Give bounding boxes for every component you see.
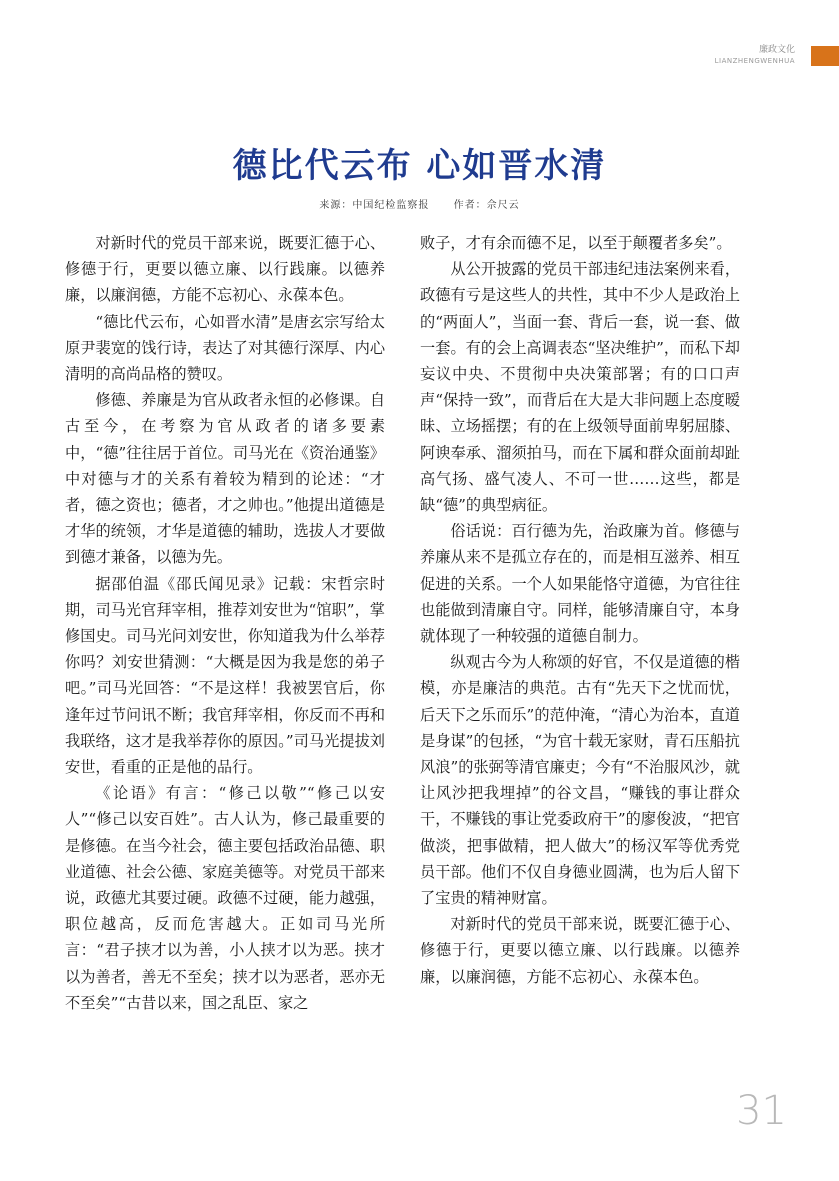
section-label-pinyin: LIANZHENGWENHUA [714, 57, 795, 65]
paragraph: 修德、养廉是为官从政者永恒的必修课。自古至今，在考察为官从政者的诸多要素中，“德”往往居于首位。司马光在《资治通鉴》中对德与才的关系有着较为精到的论述：“才者，德之资也；德者，才之帅也。”他提出道德是才华的统领，才华是道德的辅助，选拔人才要做到德才兼备，以德为先。 [65, 391, 385, 567]
article-title: 德比代云布 心如晋水清 [232, 146, 607, 186]
left-column [65, 230, 385, 1016]
paragraph: 据邵伯温《邵氏闻见录》记载：宋哲宗时期，司马光官拜宰相，推荐刘安世为“馆职”，掌修国史。司马光问刘安世，你知道我为什么举荐你吗？刘安世猜测：“大概是因为我是您的弟子吧。”司马光回答：“不是这样！我被罢官后，你逢年过节问讯不断；我官拜宰相，你反而不再和我联络，这才是我举荐你的原因。”司马光提拔刘安世，看重的正是他的品行。 [65, 574, 385, 777]
header-tag [715, 44, 795, 66]
paragraph: 俗话说：百行德为先，治政廉为首。修德与养廉从来不是孤立存在的，而是相互滋养、相互促进的关系。一个人如果能恪守道德，为官往往也能做到清廉自守。同样，能够清廉自守，本身就体现了一种较强的道德自制力。 [420, 522, 740, 646]
article-author: 作者：佘尺云 [453, 200, 520, 211]
section-accent-block [811, 46, 839, 66]
paragraph: 从公开披露的党员干部违纪违法案例来看，政德有亏是这些人的共性，其中不少人是政治上的“两面人”，当面一套、背后一套，说一套、做一套。有的会上高调表态“坚决维护”，而私下却妄议中央、不贯彻中央决策部署；有的口口声声“保持一致”，而背后在大是大非问题上态度暧昧、立场摇摆；有的在上级领导面前卑躬屈膝、阿谀奉承、溜须拍马，而在下属和群众面前却趾高气扬、盛气凌人、不可一世……这些，都是缺“德”的典型病征。 [420, 260, 740, 515]
paragraph: 纵观古今为人称颂的好官，不仅是道德的楷模，亦是廉洁的典范。古有“先天下之忧而忧，后天下之乐而乐”的范仲淹，“清心为治本，直道是身谋”的包拯，“为官十载无家财，青石压船抗风浪”的张弼等清官廉吏；今有“不治服风沙，就让风沙把我埋掉”的谷文昌，“赚钱的事让群众干，不赚钱的事让党委政府干”的廖俊波，“把官做淡，把事做精，把人做大”的杨汉军等优秀党员干部。他们不仅自身德业圆满，也为后人留下了宝贵的精神财富。 [420, 653, 740, 908]
section-label: 廉政文化 [758, 45, 795, 55]
paragraph: 对新时代的党员干部来说，既要汇德于心、修德于行，更要以德立廉、以行践廉。以德养廉，以廉润德，方能不忘初心、永葆本色。 [420, 915, 740, 986]
page-number: 31 [736, 1088, 787, 1134]
paragraph: “德比代云布，心如晋水清”是唐玄宗写给太原尹裴宽的饯行诗，表达了对其德行深厚、内心清明的高尚品格的赞叹。 [65, 312, 385, 384]
paragraph: 对新时代的党员干部来说，既要汇德于心、修德于行，更要以德立廉、以行践廉。以德养廉，以廉润德，方能不忘初心、永葆本色。 [65, 234, 385, 305]
paragraph-continuation: 败子，才有余而德不足，以至于颠覆者多矣”。 [420, 234, 732, 252]
article-meta [0, 196, 839, 211]
paragraph: 《论语》有言：“修己以敬”“修己以安人”“修己以安百姓”。古人认为，修己最重要的是修德。在当今社会，德主要包括政治品德、职业道德、社会公德、家庭美德等。对党员干部来说，政德尤其要过硬。政德不过硬，能力越强，职位越高，反而危害越大。正如司马光所言：“君子挟才以为善，小人挟才以为恶。挟才以为善者，善无不至矣；挟才以为恶者，恶亦无不至矣”“古昔以来，国之乱臣、家之 [65, 784, 385, 1012]
right-column [420, 230, 740, 990]
article-source: 来源：中国纪检监察报 [319, 200, 430, 211]
